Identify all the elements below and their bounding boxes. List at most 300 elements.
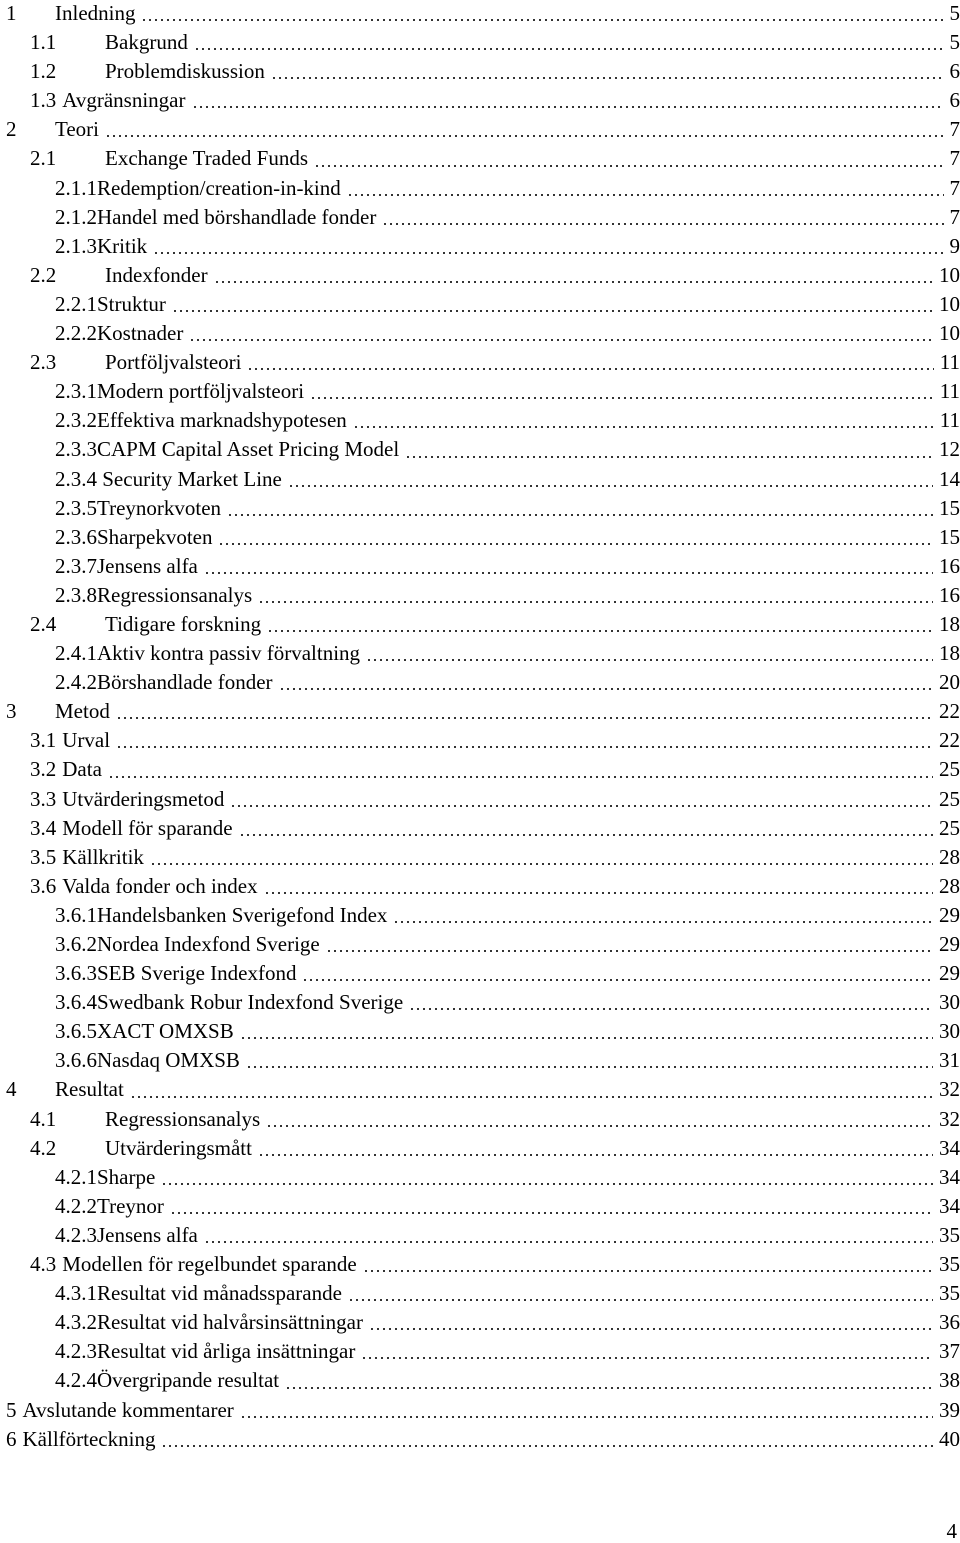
toc-entry-number: 4.3.1 — [55, 1281, 97, 1306]
toc-entry-title: Indexfonder — [105, 262, 208, 287]
toc-entry-number: 2.2 — [30, 262, 57, 287]
toc-entry[interactable] — [0, 960, 960, 989]
dot-leader — [130, 1096, 933, 1098]
toc-entry[interactable] — [0, 495, 960, 524]
toc-entry-title: Treynor — [97, 1193, 164, 1218]
dot-leader — [302, 979, 933, 981]
toc-entry-title: Sharpekvoten — [97, 524, 213, 549]
toc-entry-page: 35 — [935, 1251, 960, 1277]
toc-entry-heading — [55, 205, 380, 229]
toc-entry-page: 7 — [946, 116, 960, 142]
toc-entry-heading — [55, 903, 391, 927]
toc-entry-heading — [55, 554, 202, 578]
toc-entry-heading — [30, 88, 190, 112]
dot-leader — [267, 630, 933, 632]
toc-entry-page: 15 — [935, 524, 960, 550]
dot-leader — [347, 194, 944, 196]
toc-entry-title: Jensens alfa — [97, 553, 198, 578]
dot-leader — [409, 1008, 933, 1010]
toc-entry-number: 2.3 — [30, 350, 57, 375]
toc-entry[interactable] — [0, 349, 960, 378]
toc-entry-page: 38 — [935, 1367, 960, 1393]
toc-entry[interactable] — [0, 1426, 960, 1455]
toc-entry-heading — [55, 1194, 168, 1218]
toc-entry[interactable] — [0, 727, 960, 756]
toc-entry-title: Nasdaq OMXSB — [97, 1048, 240, 1073]
toc-entry-title: Bakgrund — [105, 30, 188, 55]
toc-entry-number: 2.4 — [30, 611, 57, 636]
toc-entry-heading — [55, 1165, 159, 1189]
toc-entry-page: 25 — [935, 815, 960, 841]
toc-entry-page: 32 — [935, 1106, 960, 1132]
toc-entry-number: 2.3.8 — [55, 582, 97, 607]
toc-entry-heading — [30, 816, 237, 840]
toc-entry-heading — [55, 583, 256, 607]
toc-entry-number: 3.6.2 — [55, 932, 97, 956]
toc-entry[interactable] — [0, 291, 960, 320]
dot-leader — [194, 48, 944, 50]
toc-entry-page: 25 — [935, 786, 960, 812]
toc-entry-title: Regressionsanalys — [97, 582, 253, 607]
dot-leader — [204, 572, 933, 574]
toc-entry-page: 28 — [935, 873, 960, 899]
dot-leader — [271, 77, 944, 79]
toc-entry-title: Aktiv kontra passiv förvaltning — [97, 641, 361, 666]
dot-leader — [288, 485, 933, 487]
toc-entry-number: 5 — [6, 1397, 17, 1422]
toc-entry[interactable] — [0, 844, 960, 873]
toc-entry-page: 25 — [935, 756, 960, 782]
dot-leader — [369, 1328, 933, 1330]
toc-entry[interactable] — [0, 786, 960, 815]
dot-leader — [218, 543, 933, 545]
dot-leader — [363, 1270, 933, 1272]
toc-entry[interactable] — [0, 233, 960, 262]
toc-entry-title: Utvärderingsmått — [105, 1135, 252, 1160]
toc-entry-page: 16 — [935, 553, 960, 579]
toc-entry-heading — [55, 1339, 359, 1363]
toc-entry[interactable] — [0, 58, 960, 87]
toc-entry-title: Metod — [55, 699, 110, 724]
toc-entry-title: Övergripande resultat — [97, 1368, 280, 1393]
toc-entry-page: 10 — [935, 262, 960, 288]
toc-entry-title: Modellen för regelbundet sparande — [62, 1252, 357, 1277]
toc-entry-title: Regressionsanalys — [105, 1106, 261, 1131]
toc-entry[interactable] — [0, 1251, 960, 1280]
toc-entry-number: 4.3.2 — [55, 1310, 97, 1335]
dot-leader — [405, 456, 933, 458]
toc-entry-title: Handel med börshandlade fonder — [97, 204, 377, 229]
toc-entry-number: 4.2.3 — [55, 1339, 97, 1364]
toc-entry-title: Tidigare forskning — [105, 611, 262, 636]
toc-entry[interactable] — [0, 902, 960, 931]
dot-leader — [382, 223, 943, 225]
toc-entry-page: 39 — [935, 1397, 960, 1423]
dot-leader — [230, 805, 933, 807]
toc-entry-heading — [55, 1310, 367, 1334]
toc-entry-number: 3.6.3 — [55, 961, 97, 986]
toc-entry-page: 18 — [935, 640, 960, 666]
toc-entry-page: 6 — [946, 87, 960, 113]
toc-entry-title: Resultat vid månadssparande — [97, 1281, 342, 1306]
toc-entry-page: 35 — [935, 1222, 960, 1248]
toc-entry-title: Treynorkvoten — [97, 495, 222, 520]
toc-entry[interactable] — [0, 815, 960, 844]
toc-entry-number: 3 — [6, 699, 17, 724]
toc-entry-title: Security Market Line — [97, 466, 282, 491]
toc-entry-number: 3.4 — [30, 815, 57, 840]
toc-entry[interactable] — [0, 378, 960, 407]
toc-entry-number: 4.1 — [30, 1106, 57, 1131]
dot-leader — [264, 892, 933, 894]
toc-entry-page: 18 — [935, 611, 960, 637]
toc-entry-number: 2.2.2 — [55, 321, 97, 346]
toc-entry[interactable] — [0, 175, 960, 204]
toc-entry-heading — [6, 117, 103, 141]
toc-entry-title: Handelsbanken Sverigefond Index — [97, 902, 388, 927]
dot-leader — [310, 397, 934, 399]
toc-entry-number: 1.1 — [30, 30, 57, 55]
toc-entry-title: Modern portföljvalsteori — [97, 379, 305, 404]
toc-entry-heading — [30, 1252, 361, 1276]
toc-entry-number: 3.6.4 — [55, 990, 97, 1015]
toc-entry-page: 32 — [935, 1076, 960, 1102]
toc-entry-page: 11 — [936, 349, 960, 375]
toc-entry-title: XACT OMXSB — [97, 1019, 234, 1044]
toc-entry-title: Struktur — [97, 291, 166, 316]
toc-entry-heading — [30, 263, 212, 287]
toc-entry-heading — [6, 1077, 128, 1101]
toc-entry-number: 2.1.2 — [55, 204, 97, 229]
toc-entry[interactable] — [0, 756, 960, 785]
toc-entry-heading — [30, 874, 262, 898]
toc-entry-heading — [55, 234, 151, 258]
toc-entry-page: 9 — [946, 233, 960, 259]
toc-entry-heading — [55, 467, 286, 491]
dot-leader — [314, 165, 944, 167]
toc-entry[interactable] — [0, 1135, 960, 1164]
toc-entry[interactable] — [0, 582, 960, 611]
toc-entry-title: Data — [62, 757, 102, 782]
toc-entry-number: 2.1.3 — [55, 233, 97, 258]
toc-entry[interactable] — [0, 262, 960, 291]
toc-entry-heading — [30, 1136, 256, 1160]
toc-entry-page: 7 — [946, 175, 960, 201]
toc-entry-page: 15 — [935, 495, 960, 521]
dot-leader — [161, 1445, 933, 1447]
toc-entry-page: 5 — [946, 0, 960, 26]
toc-entry[interactable] — [0, 1338, 960, 1367]
toc-entry-page: 31 — [935, 1047, 960, 1073]
toc-entry-number: 4.2.4 — [55, 1368, 97, 1393]
toc-entry-heading — [30, 787, 228, 811]
toc-entry[interactable] — [0, 145, 960, 174]
toc-entry-heading — [55, 1048, 244, 1072]
dot-leader — [285, 1387, 933, 1389]
toc-entry-page: 30 — [935, 1018, 960, 1044]
toc-entry-heading — [55, 496, 225, 520]
dot-leader — [239, 834, 933, 836]
toc-entry-title: Kostnader — [97, 321, 184, 346]
dot-leader — [393, 921, 933, 923]
toc-entry[interactable] — [0, 1280, 960, 1309]
dot-leader — [361, 1357, 933, 1359]
dot-leader — [108, 776, 933, 778]
toc-entry[interactable] — [0, 87, 960, 116]
toc-entry-heading — [55, 176, 345, 200]
toc-entry-number: 2.2.1 — [55, 291, 97, 316]
dot-leader — [240, 1416, 933, 1418]
toc-entry[interactable] — [0, 873, 960, 902]
toc-entry-page: 12 — [935, 436, 960, 462]
dot-leader — [353, 426, 934, 428]
toc-entry-page: 37 — [935, 1338, 960, 1364]
toc-entry-title: Utvärderingsmetod — [62, 786, 225, 811]
toc-entry-page: 7 — [946, 145, 960, 171]
dot-leader — [227, 514, 933, 516]
toc-entry-heading — [55, 321, 187, 345]
toc-entry-heading — [30, 845, 148, 869]
toc-entry-page: 10 — [935, 291, 960, 317]
toc-entry-number: 3.6.1 — [55, 902, 97, 927]
toc-entry-title: Börshandlade fonder — [97, 670, 273, 695]
toc-entry-title: Avslutande kommentarer — [22, 1397, 234, 1422]
toc-entry-number: 3.5 — [30, 844, 57, 869]
toc-entry-page: 10 — [935, 320, 960, 346]
toc-entry-title: Exchange Traded Funds — [105, 146, 308, 171]
toc-entry-page: 34 — [935, 1135, 960, 1161]
toc-entry-heading — [55, 437, 403, 461]
dot-leader — [258, 1154, 933, 1156]
toc-entry-page: 16 — [935, 582, 960, 608]
toc-entry-heading — [30, 30, 192, 54]
toc-entry-number: 3.6.6 — [55, 1048, 97, 1073]
toc-entry-title: Resultat vid årliga insättningar — [97, 1339, 356, 1364]
toc-entry-heading — [6, 699, 114, 723]
dot-leader — [279, 688, 933, 690]
toc-entry[interactable] — [0, 1309, 960, 1338]
toc-entry-title: Redemption/creation-in-kind — [97, 175, 341, 200]
dot-leader — [326, 950, 933, 952]
toc-entry-number: 2.3.3 — [55, 437, 97, 462]
dot-leader — [247, 368, 933, 370]
toc-entry-page: 34 — [935, 1164, 960, 1190]
dot-leader — [153, 252, 943, 254]
dot-leader — [240, 1037, 933, 1039]
toc-entry-title: Resultat vid halvårsinsättningar — [97, 1310, 363, 1335]
toc-entry[interactable] — [0, 320, 960, 349]
toc-entry-heading — [55, 641, 364, 665]
dot-leader — [170, 1212, 933, 1214]
toc-entry-number: 2.3.6 — [55, 524, 97, 549]
toc-entry-number: 3.3 — [30, 786, 57, 811]
toc-entry[interactable] — [0, 1018, 960, 1047]
toc-entry-number: 3.1 — [30, 728, 57, 753]
toc-entry-heading — [30, 1107, 264, 1131]
toc-entry-number: 2.4.2 — [55, 670, 97, 695]
toc-entry-page: 29 — [935, 902, 960, 928]
toc-entry[interactable] — [0, 553, 960, 582]
toc-entry-page: 29 — [935, 960, 960, 986]
dot-leader — [192, 106, 944, 108]
dot-leader — [258, 601, 933, 603]
toc-entry-title: Teori — [55, 117, 100, 142]
toc-entry-heading — [55, 292, 170, 316]
toc-entry-page: 20 — [935, 669, 960, 695]
toc-entry-page: 6 — [946, 58, 960, 84]
toc-entry[interactable] — [0, 1164, 960, 1193]
toc-entry[interactable] — [0, 407, 960, 436]
toc-entry-page: 36 — [935, 1309, 960, 1335]
toc-entry[interactable] — [0, 466, 960, 495]
toc-entry[interactable] — [0, 1076, 960, 1105]
toc-entry[interactable] — [0, 1106, 960, 1135]
toc-entry[interactable] — [0, 640, 960, 669]
toc-entry-heading — [55, 990, 407, 1014]
toc-entry[interactable] — [0, 29, 960, 58]
toc-entry-page: 5 — [946, 29, 960, 55]
toc-entry[interactable] — [0, 116, 960, 145]
toc-entry-title: Problemdiskussion — [105, 59, 265, 84]
toc-entry-heading — [6, 1427, 159, 1451]
toc-entry-title: Urval — [62, 728, 111, 753]
toc-entry-number: 4.2 — [30, 1135, 57, 1160]
dot-leader — [366, 659, 933, 661]
toc-entry-title: CAPM Capital Asset Pricing Model — [97, 437, 400, 462]
toc-entry-heading — [55, 932, 324, 956]
toc-entry-heading — [55, 1223, 202, 1247]
toc-entry-number: 3.6.5 — [55, 1019, 97, 1044]
toc-entry-heading — [55, 1281, 346, 1305]
toc-entry-page: 35 — [935, 1280, 960, 1306]
dot-leader — [105, 135, 943, 137]
toc-entry-number: 3.6 — [30, 873, 57, 898]
toc-entry[interactable] — [0, 0, 960, 29]
toc-entry-page: 30 — [935, 989, 960, 1015]
dot-leader — [172, 310, 933, 312]
toc-entry-number: 1.3 — [30, 88, 57, 113]
toc-entry-number: 2.3.5 — [55, 495, 97, 520]
dot-leader — [214, 281, 933, 283]
toc-entry-page: 7 — [946, 204, 960, 230]
toc-entry[interactable] — [0, 436, 960, 465]
dot-leader — [189, 339, 933, 341]
dot-leader — [204, 1241, 933, 1243]
toc-entry-title: Inledning — [55, 1, 136, 25]
toc-entry-title: Valda fonder och index — [62, 873, 258, 898]
toc-entry-heading — [55, 1019, 238, 1043]
toc-entry-heading — [30, 146, 312, 170]
toc-entry-heading — [30, 728, 114, 752]
toc-entry-page: 14 — [935, 466, 960, 492]
toc-entry[interactable] — [0, 698, 960, 727]
toc-entry-title: Jensens alfa — [97, 1222, 198, 1247]
toc-entry-number: 4.2.2 — [55, 1193, 97, 1218]
toc-entry-title: Nordea Indexfond Sverige — [97, 932, 320, 956]
toc-entry-heading — [6, 1, 139, 25]
toc-entry-page: 11 — [936, 407, 960, 433]
toc-entry-title: Sharpe — [97, 1164, 156, 1189]
toc-entry[interactable] — [0, 1193, 960, 1222]
toc-entry[interactable] — [0, 611, 960, 640]
toc-entry-title: Portföljvalsteori — [105, 350, 242, 375]
toc-entry-number: 2.3.1 — [55, 379, 97, 404]
dot-leader — [141, 19, 943, 21]
toc-entry[interactable] — [0, 1397, 960, 1426]
dot-leader — [150, 863, 933, 865]
toc-entry-heading — [6, 1398, 238, 1422]
toc-entry-number: 4 — [6, 1077, 17, 1102]
toc-entry-number: 2.1 — [30, 146, 57, 171]
toc-entry-number: 4.2.3 — [55, 1222, 97, 1247]
toc-entry-title: Resultat — [55, 1077, 124, 1102]
toc-entry[interactable] — [0, 1367, 960, 1396]
toc-entry[interactable] — [0, 931, 960, 960]
toc-entry-title: Effektiva marknadshypotesen — [97, 408, 347, 433]
toc-entry-page: 29 — [935, 931, 960, 957]
toc-entry-title: SEB Sverige Indexfond — [97, 961, 297, 986]
toc-entry-number: 2 — [6, 117, 17, 142]
dot-leader — [266, 1125, 933, 1127]
toc-entry-number: 2.1.1 — [55, 175, 97, 200]
dot-leader — [116, 746, 933, 748]
toc-entry-number: 2.3.2 — [55, 408, 97, 433]
toc-entry-number: 1.2 — [30, 59, 57, 84]
toc-entry-number: 2.3.7 — [55, 553, 97, 578]
toc-entry-title: Kritik — [97, 233, 148, 258]
dot-leader — [161, 1183, 933, 1185]
toc-entry-title: Källförteckning — [22, 1426, 156, 1451]
toc-entry-number: 2.4.1 — [55, 641, 97, 666]
toc-entry-page: 34 — [935, 1193, 960, 1219]
toc-entry-heading — [55, 1368, 283, 1392]
dot-leader — [246, 1066, 933, 1068]
toc-entry-heading — [30, 757, 106, 781]
toc-entry-title: Avgränsningar — [62, 88, 186, 113]
toc-entry-heading — [55, 525, 216, 549]
toc-entry-page: 22 — [935, 727, 960, 753]
toc-entry-heading — [55, 408, 351, 432]
toc-entry-title: Swedbank Robur Indexfond Sverige — [97, 990, 404, 1015]
toc-entry-number: 4.2.1 — [55, 1164, 97, 1189]
toc-entry-page: 28 — [935, 844, 960, 870]
toc-entry[interactable] — [0, 204, 960, 233]
toc-entry[interactable] — [0, 1047, 960, 1076]
toc-entry-heading — [55, 961, 300, 985]
toc-entry-number: 6 — [6, 1426, 17, 1451]
page-number: 4 — [946, 1519, 957, 1543]
dot-leader — [348, 1299, 933, 1301]
toc-entry-heading — [30, 59, 269, 83]
toc-entry-heading — [30, 350, 245, 374]
toc-entry[interactable] — [0, 524, 960, 553]
toc-entry[interactable] — [0, 1222, 960, 1251]
toc-entry-page: 11 — [936, 378, 960, 404]
toc-entry-heading — [55, 670, 277, 694]
toc-entry-number: 2.3.4 — [55, 466, 97, 491]
toc-entry[interactable] — [0, 989, 960, 1018]
toc-entry-number: 4.3 — [30, 1252, 57, 1277]
toc-entry-heading — [30, 612, 265, 636]
dot-leader — [116, 717, 933, 719]
toc-entry-title: Källkritik — [62, 844, 144, 869]
toc-entry-heading — [55, 379, 308, 403]
toc-entry-number: 3.2 — [30, 757, 57, 782]
toc-entry-page: 22 — [935, 698, 960, 724]
toc-entry-page: 40 — [935, 1426, 960, 1452]
toc-entry-title: Modell för sparande — [62, 815, 233, 840]
toc-entry[interactable] — [0, 669, 960, 698]
